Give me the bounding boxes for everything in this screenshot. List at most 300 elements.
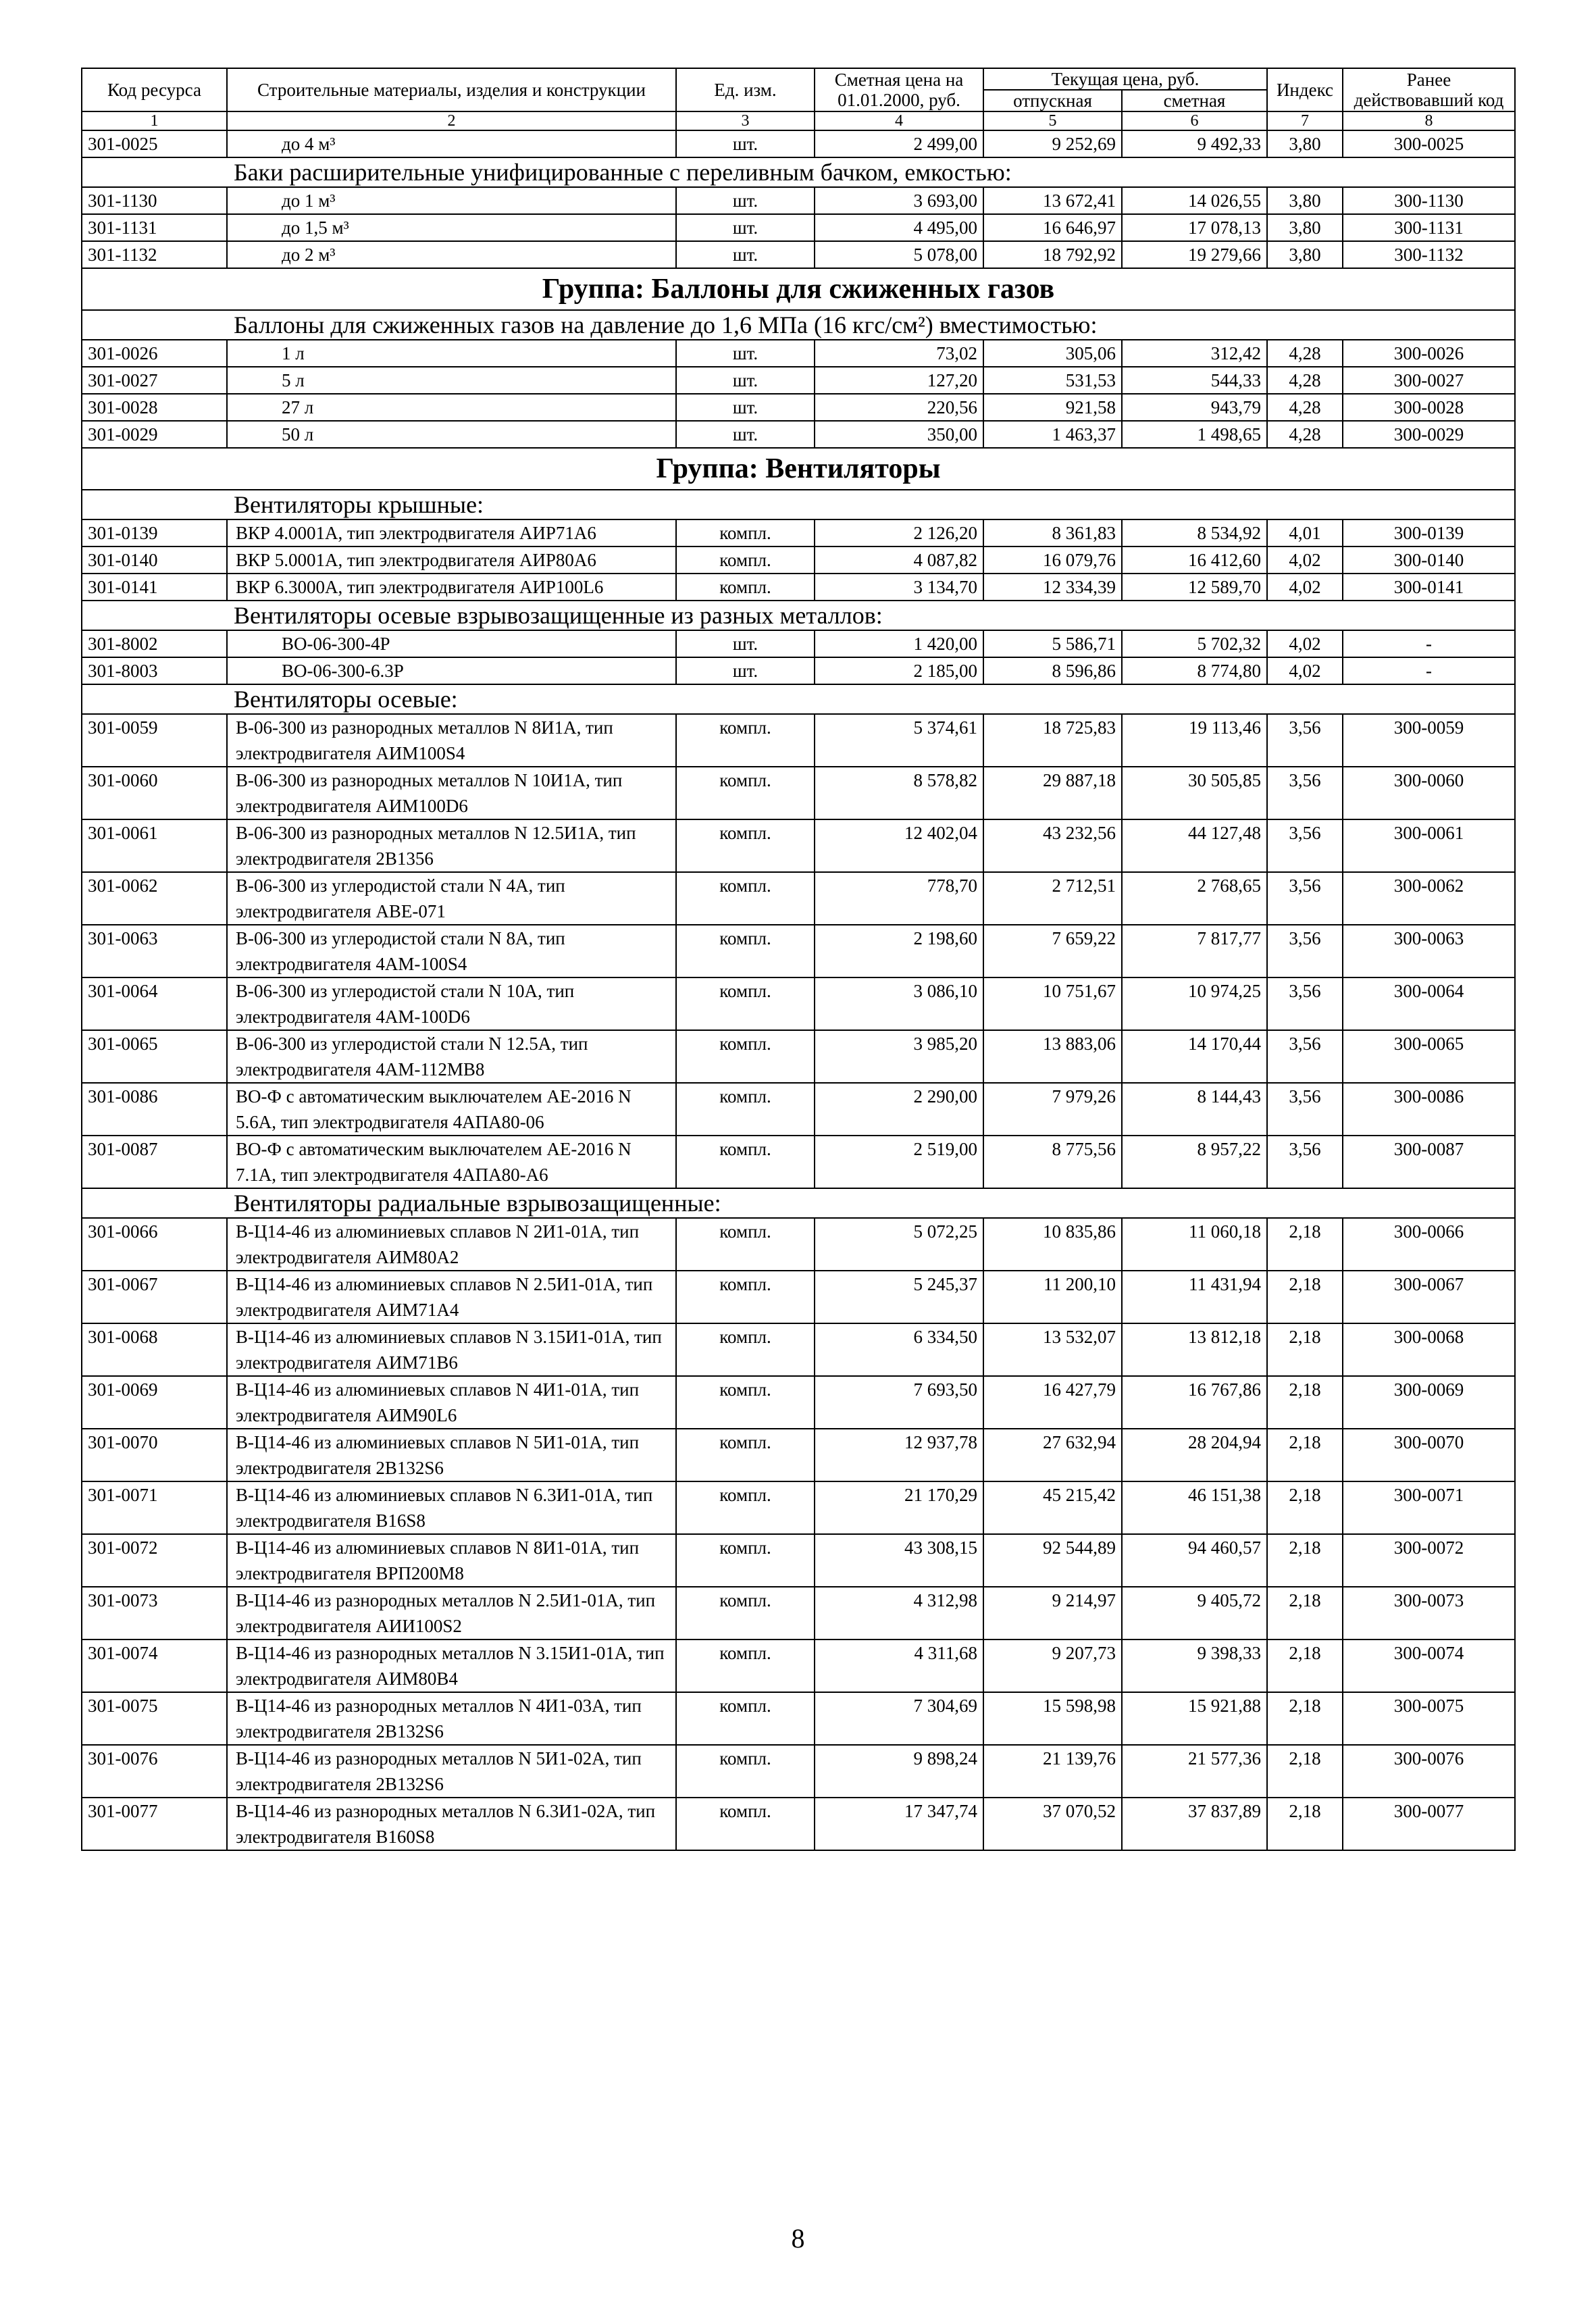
table-row	[82, 1692, 1515, 1745]
group-heading: Группа: Вентиляторы	[82, 448, 1515, 490]
material-name-cell: В-06-300 из углеродистой стали N 4А, тип электродвигателя АВЕ-071	[227, 872, 676, 925]
unit-cell: компл.	[676, 1534, 815, 1587]
unit-cell: шт.	[676, 394, 815, 421]
estimate-price-cell: 94 460,57	[1122, 1534, 1267, 1587]
base-price-cell: 3 134,70	[815, 574, 983, 601]
column-number: 4	[815, 111, 983, 130]
table-row	[82, 519, 1515, 547]
index-cell: 4,28	[1267, 367, 1343, 394]
material-name-cell: ВКР 5.0001А, тип электродвигателя АИР80А6	[227, 547, 676, 574]
unit-cell: компл.	[676, 977, 815, 1030]
base-price-cell: 3 985,20	[815, 1030, 983, 1083]
unit-cell: компл.	[676, 1692, 815, 1745]
base-price-cell: 4 087,82	[815, 547, 983, 574]
page-number: 8	[791, 2223, 805, 2254]
table-row	[82, 1534, 1515, 1587]
estimate-price-cell: 16 412,60	[1122, 547, 1267, 574]
previous-code-cell: 300-0067	[1343, 1271, 1515, 1323]
column-number: 5	[983, 111, 1122, 130]
unit-cell: компл.	[676, 1587, 815, 1640]
base-price-cell: 3 086,10	[815, 977, 983, 1030]
previous-code-cell: 300-0064	[1343, 977, 1515, 1030]
subgroup-heading: Вентиляторы осевые взрывозащищенные из разных металлов:	[227, 601, 1515, 630]
unit-cell: компл.	[676, 767, 815, 819]
resource-code-cell: 301-0064	[82, 977, 227, 1030]
base-price-cell: 7 304,69	[815, 1692, 983, 1745]
release-price-cell: 11 200,10	[983, 1271, 1122, 1323]
index-cell: 3,80	[1267, 130, 1343, 157]
group-heading-row	[82, 268, 1515, 310]
release-price-cell: 9 252,69	[983, 130, 1122, 157]
material-name-cell: В-06-300 из углеродистой стали N 8А, тип электродвигателя 4АМ-100S4	[227, 925, 676, 977]
estimate-price-cell: 9 492,33	[1122, 130, 1267, 157]
unit-cell: шт.	[676, 187, 815, 214]
index-cell: 2,18	[1267, 1640, 1343, 1692]
release-price-cell: 45 215,42	[983, 1481, 1122, 1534]
column-number: 7	[1267, 111, 1343, 130]
table-row	[82, 574, 1515, 601]
unit-cell: шт.	[676, 214, 815, 241]
material-name-cell: В-Ц14-46 из алюминиевых сплавов N 3.15И1-01А, тип электродвигателя АИМ71В6	[227, 1323, 676, 1376]
release-price-cell: 5 586,71	[983, 630, 1122, 657]
previous-code-cell: 300-0029	[1343, 421, 1515, 448]
previous-code-cell: 300-1132	[1343, 241, 1515, 268]
header-base-price: Сметная цена на 01.01.2000, руб.	[815, 68, 983, 111]
estimate-price-cell: 46 151,38	[1122, 1481, 1267, 1534]
material-name-cell: 50 л	[227, 421, 676, 448]
base-price-cell: 2 126,20	[815, 519, 983, 547]
estimate-price-cell: 312,42	[1122, 340, 1267, 367]
unit-cell: шт.	[676, 630, 815, 657]
material-name-cell: ВО-Ф с автоматическим выключателем АЕ-2016 N 5.6А, тип электродвигателя 4АПА80-06	[227, 1083, 676, 1136]
price-table-sheet	[81, 68, 1514, 1851]
release-price-cell: 10 835,86	[983, 1218, 1122, 1271]
material-name-cell: В-06-300 из разнородных металлов N 8И1А, тип электродвигателя АИМ100S4	[227, 714, 676, 767]
previous-code-cell: 300-0071	[1343, 1481, 1515, 1534]
previous-code-cell: 300-1130	[1343, 187, 1515, 214]
table-header	[82, 68, 1515, 130]
previous-code-cell: 300-0068	[1343, 1323, 1515, 1376]
base-price-cell: 2 290,00	[815, 1083, 983, 1136]
index-cell: 2,18	[1267, 1587, 1343, 1640]
unit-cell: компл.	[676, 1640, 815, 1692]
index-cell: 2,18	[1267, 1271, 1343, 1323]
resource-code-cell: 301-0076	[82, 1745, 227, 1798]
material-name-cell: В-Ц14-46 из алюминиевых сплавов N 4И1-01А, тип электродвигателя АИМ90L6	[227, 1376, 676, 1429]
release-price-cell: 7 659,22	[983, 925, 1122, 977]
estimate-price-cell: 17 078,13	[1122, 214, 1267, 241]
material-name-cell: до 2 м³	[227, 241, 676, 268]
subgroup-heading-row	[82, 310, 1515, 340]
previous-code-cell: 300-0074	[1343, 1640, 1515, 1692]
estimate-price-cell: 11 060,18	[1122, 1218, 1267, 1271]
index-cell: 4,01	[1267, 519, 1343, 547]
base-price-cell: 2 499,00	[815, 130, 983, 157]
index-cell: 3,80	[1267, 214, 1343, 241]
index-cell: 4,28	[1267, 340, 1343, 367]
previous-code-cell: 300-0087	[1343, 1136, 1515, 1188]
table-row	[82, 421, 1515, 448]
previous-code-cell: 300-0028	[1343, 394, 1515, 421]
subgroup-heading-row	[82, 1188, 1515, 1218]
unit-cell: компл.	[676, 925, 815, 977]
resource-code-cell: 301-0060	[82, 767, 227, 819]
estimate-price-cell: 14 026,55	[1122, 187, 1267, 214]
base-price-cell: 73,02	[815, 340, 983, 367]
base-price-cell: 8 578,82	[815, 767, 983, 819]
estimate-price-cell: 11 431,94	[1122, 1271, 1267, 1323]
unit-cell: компл.	[676, 1745, 815, 1798]
subgroup-heading: Вентиляторы осевые:	[227, 684, 1515, 714]
estimate-price-cell: 544,33	[1122, 367, 1267, 394]
table-row	[82, 241, 1515, 268]
unit-cell: компл.	[676, 1376, 815, 1429]
subgroup-blank-cell	[82, 684, 227, 714]
table-row	[82, 1640, 1515, 1692]
estimate-price-cell: 8 144,43	[1122, 1083, 1267, 1136]
subgroup-blank-cell	[82, 310, 227, 340]
previous-code-cell: 300-0077	[1343, 1798, 1515, 1850]
table-row	[82, 872, 1515, 925]
header-release-price: отпускная	[983, 90, 1122, 111]
index-cell: 4,02	[1267, 657, 1343, 684]
index-cell: 2,18	[1267, 1745, 1343, 1798]
index-cell: 2,18	[1267, 1323, 1343, 1376]
material-name-cell: 27 л	[227, 394, 676, 421]
resource-code-cell: 301-0140	[82, 547, 227, 574]
index-cell: 2,18	[1267, 1481, 1343, 1534]
release-price-cell: 1 463,37	[983, 421, 1122, 448]
unit-cell: шт.	[676, 130, 815, 157]
resource-code-cell: 301-0086	[82, 1083, 227, 1136]
estimate-price-cell: 12 589,70	[1122, 574, 1267, 601]
subgroup-heading-row	[82, 601, 1515, 630]
previous-code-cell: 300-0060	[1343, 767, 1515, 819]
table-row	[82, 925, 1515, 977]
release-price-cell: 27 632,94	[983, 1429, 1122, 1481]
table-row	[82, 1745, 1515, 1798]
unit-cell: компл.	[676, 872, 815, 925]
index-cell: 3,56	[1267, 872, 1343, 925]
table-row	[82, 187, 1515, 214]
previous-code-cell: 300-0073	[1343, 1587, 1515, 1640]
index-cell: 2,18	[1267, 1429, 1343, 1481]
unit-cell: компл.	[676, 1136, 815, 1188]
table-row	[82, 977, 1515, 1030]
base-price-cell: 7 693,50	[815, 1376, 983, 1429]
estimate-price-cell: 21 577,36	[1122, 1745, 1267, 1798]
table-row	[82, 1798, 1515, 1850]
base-price-cell: 6 334,50	[815, 1323, 983, 1376]
resource-code-cell: 301-0061	[82, 819, 227, 872]
release-price-cell: 9 207,73	[983, 1640, 1122, 1692]
release-price-cell: 13 883,06	[983, 1030, 1122, 1083]
subgroup-heading: Вентиляторы крышные:	[227, 490, 1515, 519]
estimate-price-cell: 1 498,65	[1122, 421, 1267, 448]
material-name-cell: до 1,5 м³	[227, 214, 676, 241]
estimate-price-cell: 10 974,25	[1122, 977, 1267, 1030]
material-name-cell: ВО-06-300-6.3Р	[227, 657, 676, 684]
table-row	[82, 1376, 1515, 1429]
unit-cell: шт.	[676, 340, 815, 367]
unit-cell: компл.	[676, 1429, 815, 1481]
previous-code-cell: 300-0072	[1343, 1534, 1515, 1587]
table-row	[82, 547, 1515, 574]
table-row	[82, 1218, 1515, 1271]
resource-code-cell: 301-0071	[82, 1481, 227, 1534]
index-cell: 3,56	[1267, 819, 1343, 872]
base-price-cell: 12 937,78	[815, 1429, 983, 1481]
table-row	[82, 1429, 1515, 1481]
header-unit: Ед. изм.	[676, 68, 815, 111]
previous-code-cell: 300-0069	[1343, 1376, 1515, 1429]
previous-code-cell: 300-0061	[1343, 819, 1515, 872]
base-price-cell: 127,20	[815, 367, 983, 394]
resource-code-cell: 301-0062	[82, 872, 227, 925]
release-price-cell: 10 751,67	[983, 977, 1122, 1030]
resource-code-cell: 301-0059	[82, 714, 227, 767]
unit-cell: компл.	[676, 1030, 815, 1083]
base-price-cell: 2 185,00	[815, 657, 983, 684]
header-previous-code: Ранее действовавший код	[1343, 68, 1515, 111]
release-price-cell: 21 139,76	[983, 1745, 1122, 1798]
estimate-price-cell: 943,79	[1122, 394, 1267, 421]
unit-cell: компл.	[676, 1323, 815, 1376]
material-name-cell: до 1 м³	[227, 187, 676, 214]
material-name-cell: ВКР 4.0001А, тип электродвигателя АИР71А6	[227, 519, 676, 547]
material-name-cell: В-Ц14-46 из алюминиевых сплавов N 6.3И1-01А, тип электродвигателя В16S8	[227, 1481, 676, 1534]
base-price-cell: 350,00	[815, 421, 983, 448]
estimate-price-cell: 19 113,46	[1122, 714, 1267, 767]
estimate-price-cell: 13 812,18	[1122, 1323, 1267, 1376]
table-row	[82, 1030, 1515, 1083]
unit-cell: компл.	[676, 519, 815, 547]
base-price-cell: 5 245,37	[815, 1271, 983, 1323]
group-heading: Группа: Баллоны для сжиженных газов	[82, 268, 1515, 310]
release-price-cell: 29 887,18	[983, 767, 1122, 819]
material-name-cell: 1 л	[227, 340, 676, 367]
material-name-cell: В-Ц14-46 из алюминиевых сплавов N 8И1-01А, тип электродвигателя ВРП200М8	[227, 1534, 676, 1587]
resource-code-cell: 301-0070	[82, 1429, 227, 1481]
estimate-price-cell: 9 398,33	[1122, 1640, 1267, 1692]
index-cell: 3,56	[1267, 1136, 1343, 1188]
estimate-price-cell: 44 127,48	[1122, 819, 1267, 872]
material-name-cell: В-06-300 из разнородных металлов N 12.5И1А, тип электродвигателя 2В1356	[227, 819, 676, 872]
unit-cell: компл.	[676, 1481, 815, 1534]
subgroup-heading: Баллоны для сжиженных газов на давление до 1,6 МПа (16 кгс/см²) вместимостью:	[227, 310, 1515, 340]
unit-cell: компл.	[676, 714, 815, 767]
release-price-cell: 9 214,97	[983, 1587, 1122, 1640]
resource-code-cell: 301-0072	[82, 1534, 227, 1587]
resource-code-cell: 301-0063	[82, 925, 227, 977]
unit-cell: компл.	[676, 1083, 815, 1136]
table-row	[82, 657, 1515, 684]
previous-code-cell: 300-0026	[1343, 340, 1515, 367]
material-name-cell: В-Ц14-46 из разнородных металлов N 2.5И1-01А, тип электродвигателя АИИ100S2	[227, 1587, 676, 1640]
resource-code-cell: 301-0067	[82, 1271, 227, 1323]
estimate-price-cell: 16 767,86	[1122, 1376, 1267, 1429]
release-price-cell: 43 232,56	[983, 819, 1122, 872]
subgroup-blank-cell	[82, 157, 227, 187]
resource-code-cell: 301-0087	[82, 1136, 227, 1188]
material-name-cell: В-Ц14-46 из алюминиевых сплавов N 2.5И1-01А, тип электродвигателя АИМ71А4	[227, 1271, 676, 1323]
table-body	[82, 130, 1515, 1850]
resource-code-cell: 301-0141	[82, 574, 227, 601]
subgroup-blank-cell	[82, 601, 227, 630]
previous-code-cell: 300-0139	[1343, 519, 1515, 547]
column-number: 1	[82, 111, 227, 130]
table-row	[82, 1587, 1515, 1640]
previous-code-cell: 300-0140	[1343, 547, 1515, 574]
base-price-cell: 9 898,24	[815, 1745, 983, 1798]
previous-code-cell: 300-0063	[1343, 925, 1515, 977]
index-cell: 2,18	[1267, 1376, 1343, 1429]
release-price-cell: 15 598,98	[983, 1692, 1122, 1745]
resource-code-cell: 301-0066	[82, 1218, 227, 1271]
previous-code-cell: 300-0076	[1343, 1745, 1515, 1798]
table-row	[82, 1136, 1515, 1188]
table-row	[82, 1323, 1515, 1376]
resource-code-cell: 301-0139	[82, 519, 227, 547]
previous-code-cell: -	[1343, 630, 1515, 657]
material-name-cell: В-Ц14-46 из алюминиевых сплавов N 2И1-01А, тип электродвигателя АИМ80А2	[227, 1218, 676, 1271]
previous-code-cell: 300-0027	[1343, 367, 1515, 394]
table-row	[82, 340, 1515, 367]
table-row	[82, 367, 1515, 394]
estimate-price-cell: 5 702,32	[1122, 630, 1267, 657]
index-cell: 3,80	[1267, 241, 1343, 268]
index-cell: 3,56	[1267, 977, 1343, 1030]
index-cell: 3,56	[1267, 714, 1343, 767]
index-cell: 2,18	[1267, 1798, 1343, 1850]
unit-cell: шт.	[676, 367, 815, 394]
index-cell: 3,80	[1267, 187, 1343, 214]
material-name-cell: ВО-06-300-4Р	[227, 630, 676, 657]
resource-code-cell: 301-0069	[82, 1376, 227, 1429]
index-cell: 3,56	[1267, 767, 1343, 819]
material-name-cell: В-06-300 из углеродистой стали N 10А, тип электродвигателя 4АМ-100D6	[227, 977, 676, 1030]
resource-code-cell: 301-0074	[82, 1640, 227, 1692]
resource-code-cell: 301-0068	[82, 1323, 227, 1376]
base-price-cell: 1 420,00	[815, 630, 983, 657]
resource-code-cell: 301-0026	[82, 340, 227, 367]
table-row	[82, 1481, 1515, 1534]
column-number: 2	[227, 111, 676, 130]
resource-code-cell: 301-0029	[82, 421, 227, 448]
header-index: Индекс	[1267, 68, 1343, 111]
resource-code-cell: 301-1131	[82, 214, 227, 241]
estimate-price-cell: 37 837,89	[1122, 1798, 1267, 1850]
subgroup-heading-row	[82, 490, 1515, 519]
base-price-cell: 220,56	[815, 394, 983, 421]
resource-code-cell: 301-1130	[82, 187, 227, 214]
material-name-cell: 5 л	[227, 367, 676, 394]
subgroup-heading: Баки расширительные унифицированные с переливным бачком, емкостью:	[227, 157, 1515, 187]
estimate-price-cell: 8 774,80	[1122, 657, 1267, 684]
resource-code-cell: 301-0073	[82, 1587, 227, 1640]
estimate-price-cell: 28 204,94	[1122, 1429, 1267, 1481]
previous-code-cell: 300-0025	[1343, 130, 1515, 157]
subgroup-heading-row	[82, 684, 1515, 714]
previous-code-cell: 300-1131	[1343, 214, 1515, 241]
material-name-cell: ВКР 6.3000А, тип электродвигателя АИР100L6	[227, 574, 676, 601]
base-price-cell: 12 402,04	[815, 819, 983, 872]
index-cell: 3,56	[1267, 1030, 1343, 1083]
base-price-cell: 43 308,15	[815, 1534, 983, 1587]
index-cell: 4,02	[1267, 547, 1343, 574]
group-heading-row	[82, 448, 1515, 490]
release-price-cell: 12 334,39	[983, 574, 1122, 601]
release-price-cell: 13 672,41	[983, 187, 1122, 214]
index-cell: 3,56	[1267, 1083, 1343, 1136]
table-row	[82, 819, 1515, 872]
material-name-cell: В-Ц14-46 из разнородных металлов N 3.15И1-01А, тип электродвигателя АИМ80В4	[227, 1640, 676, 1692]
base-price-cell: 5 374,61	[815, 714, 983, 767]
resource-code-cell: 301-0027	[82, 367, 227, 394]
subgroup-blank-cell	[82, 1188, 227, 1218]
unit-cell: компл.	[676, 547, 815, 574]
header-name: Строительные материалы, изделия и конструкции	[227, 68, 676, 111]
resource-code-cell: 301-0065	[82, 1030, 227, 1083]
unit-cell: компл.	[676, 1271, 815, 1323]
material-name-cell: В-06-300 из разнородных металлов N 10И1А, тип электродвигателя АИМ100D6	[227, 767, 676, 819]
release-price-cell: 531,53	[983, 367, 1122, 394]
subgroup-heading-row	[82, 157, 1515, 187]
previous-code-cell: 300-0066	[1343, 1218, 1515, 1271]
table-row	[82, 1083, 1515, 1136]
release-price-cell: 8 361,83	[983, 519, 1122, 547]
index-cell: 4,02	[1267, 630, 1343, 657]
release-price-cell: 16 079,76	[983, 547, 1122, 574]
base-price-cell: 778,70	[815, 872, 983, 925]
table-row	[82, 130, 1515, 157]
resource-code-cell: 301-1132	[82, 241, 227, 268]
estimate-price-cell: 14 170,44	[1122, 1030, 1267, 1083]
index-cell: 3,56	[1267, 925, 1343, 977]
table-row	[82, 630, 1515, 657]
unit-cell: шт.	[676, 657, 815, 684]
unit-cell: компл.	[676, 574, 815, 601]
index-cell: 2,18	[1267, 1534, 1343, 1587]
previous-code-cell: 300-0075	[1343, 1692, 1515, 1745]
price-table	[81, 68, 1516, 1851]
material-name-cell: ВО-Ф с автоматическим выключателем АЕ-2016 N 7.1А, тип электродвигателя 4АПА80-А6	[227, 1136, 676, 1188]
release-price-cell: 18 725,83	[983, 714, 1122, 767]
unit-cell: шт.	[676, 241, 815, 268]
material-name-cell: В-Ц14-46 из разнородных металлов N 6.3И1-02А, тип электродвигателя В160S8	[227, 1798, 676, 1850]
estimate-price-cell: 9 405,72	[1122, 1587, 1267, 1640]
unit-cell: компл.	[676, 1798, 815, 1850]
release-price-cell: 2 712,51	[983, 872, 1122, 925]
table-row	[82, 214, 1515, 241]
index-cell: 2,18	[1267, 1218, 1343, 1271]
base-price-cell: 5 078,00	[815, 241, 983, 268]
previous-code-cell: 300-0141	[1343, 574, 1515, 601]
resource-code-cell: 301-0025	[82, 130, 227, 157]
previous-code-cell: -	[1343, 657, 1515, 684]
header-current-price: Текущая цена, руб.	[983, 68, 1267, 90]
index-cell: 2,18	[1267, 1692, 1343, 1745]
previous-code-cell: 300-0086	[1343, 1083, 1515, 1136]
material-name-cell: В-Ц14-46 из разнородных металлов N 4И1-03А, тип электродвигателя 2В132S6	[227, 1692, 676, 1745]
index-cell: 4,28	[1267, 394, 1343, 421]
header-estimate-price: сметная	[1122, 90, 1267, 111]
unit-cell: компл.	[676, 819, 815, 872]
release-price-cell: 37 070,52	[983, 1798, 1122, 1850]
unit-cell: шт.	[676, 421, 815, 448]
subgroup-heading: Вентиляторы радиальные взрывозащищенные:	[227, 1188, 1515, 1218]
subgroup-blank-cell	[82, 490, 227, 519]
